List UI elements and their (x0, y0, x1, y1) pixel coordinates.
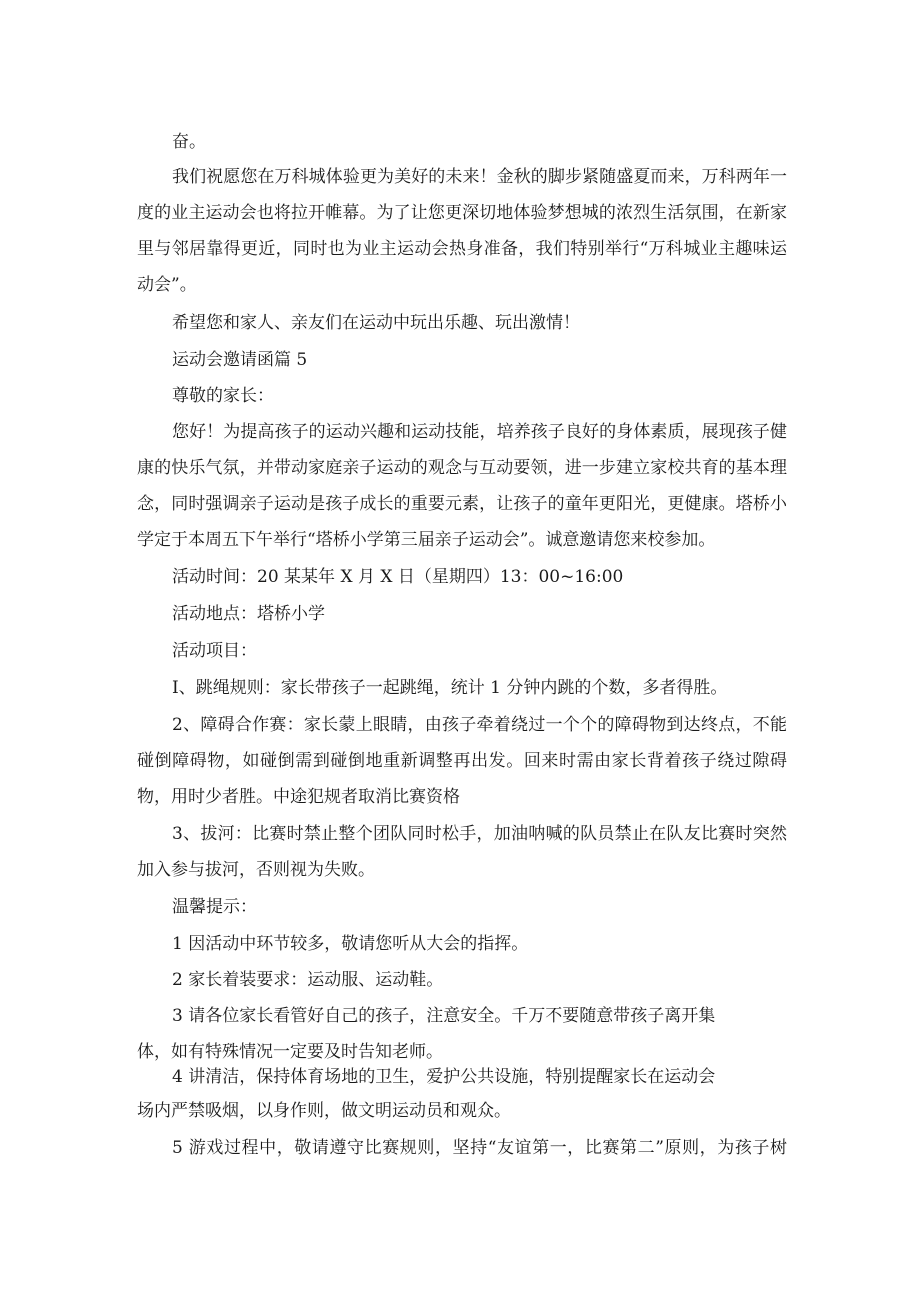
text-line: 度的业主运动会也将拉开帷幕。为了让您更深切地体验梦想城的浓烈生活氛围，在新家 (137, 203, 787, 223)
text-line: 希望您和家人、亲友们在运动中玩出乐趣、玩出激情！ (172, 313, 580, 333)
text-line: 碰倒障碍物，如碰倒需到碰倒地重新调整再出发。回来时需由家长背着孩子绕过隙碍 (137, 751, 787, 771)
text-line: 动会”。 (137, 275, 197, 295)
text-line: 体，如有特殊情况一定要及时告知老师。 (137, 1042, 443, 1062)
list-item: 3、拔河：比赛时禁止整个团队同时松手，加油呐喊的队员禁止在队友比赛时突然 (172, 824, 787, 844)
text-line: 康的快乐气氛，并带动家庭亲子运动的观念与互动要领，进一步建立家校共育的基本理 (137, 458, 787, 478)
list-item: 2、障碍合作赛：家长蒙上眼睛，由孩子牵着绕过一个个的障碍物到达终点，不能 (172, 715, 787, 735)
text-line: 场内严禁吸烟，以身作则，做文明运动员和观众。 (137, 1101, 511, 1121)
text-line: 里与邻居靠得更近，同时也为业主运动会热身准备，我们特别举行“万科城业主趣味运 (137, 239, 787, 259)
text-line: 您好！为提高孩子的运动兴趣和运动技能，培养孩子良好的身体素质，展现孩子健 (172, 422, 787, 442)
event-time: 活动时间：20 某某年 X 月 X 日（星期四）13：00~16:00 (172, 567, 624, 587)
list-item: 3 请各位家长看管好自己的孩子，注意安全。千万不要随意带孩子离开集 (172, 1006, 716, 1026)
text-line: 念，同时强调亲子运动是孩子成长的重要元素，让孩子的童年更阳光，更健康。塔桥小 (137, 494, 787, 514)
section-heading: 运动会邀请函篇 5 (172, 350, 308, 370)
salutation: 尊敬的家长： (172, 386, 274, 406)
list-item: 4 讲清洁，保持体育场地的卫生，爱护公共设施，特别提醒家长在运动会 (172, 1067, 716, 1087)
text-line: 奋。 (172, 132, 206, 152)
text-line: 加入参与拔河，否则视为失败。 (137, 860, 375, 880)
event-location: 活动地点：塔桥小学 (172, 604, 325, 624)
event-items-heading: 活动项目： (172, 641, 257, 661)
list-item: 1 因活动中环节较多，敬请您听从大会的指挥。 (172, 934, 529, 954)
list-item: 2 家长着装要求：运动服、运动鞋。 (172, 970, 444, 990)
list-item: I、跳绳规则：家长带孩子一起跳绳，统计 1 分钟内跳的个数，多者得胜。 (172, 678, 728, 698)
text-line: 物，用时少者胜。中途犯规者取消比赛资格 (137, 787, 460, 807)
text-line: 学定于本周五下午举行“塔桥小学第三届亲子运动会”。诚意邀请您来校参加。 (137, 530, 716, 550)
text-line: 我们祝愿您在万科城体验更为美好的未来！金秋的脚步紧随盛夏而来，万科两年一 (172, 167, 787, 187)
tips-heading: 温馨提示： (172, 897, 257, 917)
list-item: 5 游戏过程中，敬请遵守比赛规则，坚持“友谊第一，比赛第二”原则，为孩子树 (172, 1138, 787, 1158)
